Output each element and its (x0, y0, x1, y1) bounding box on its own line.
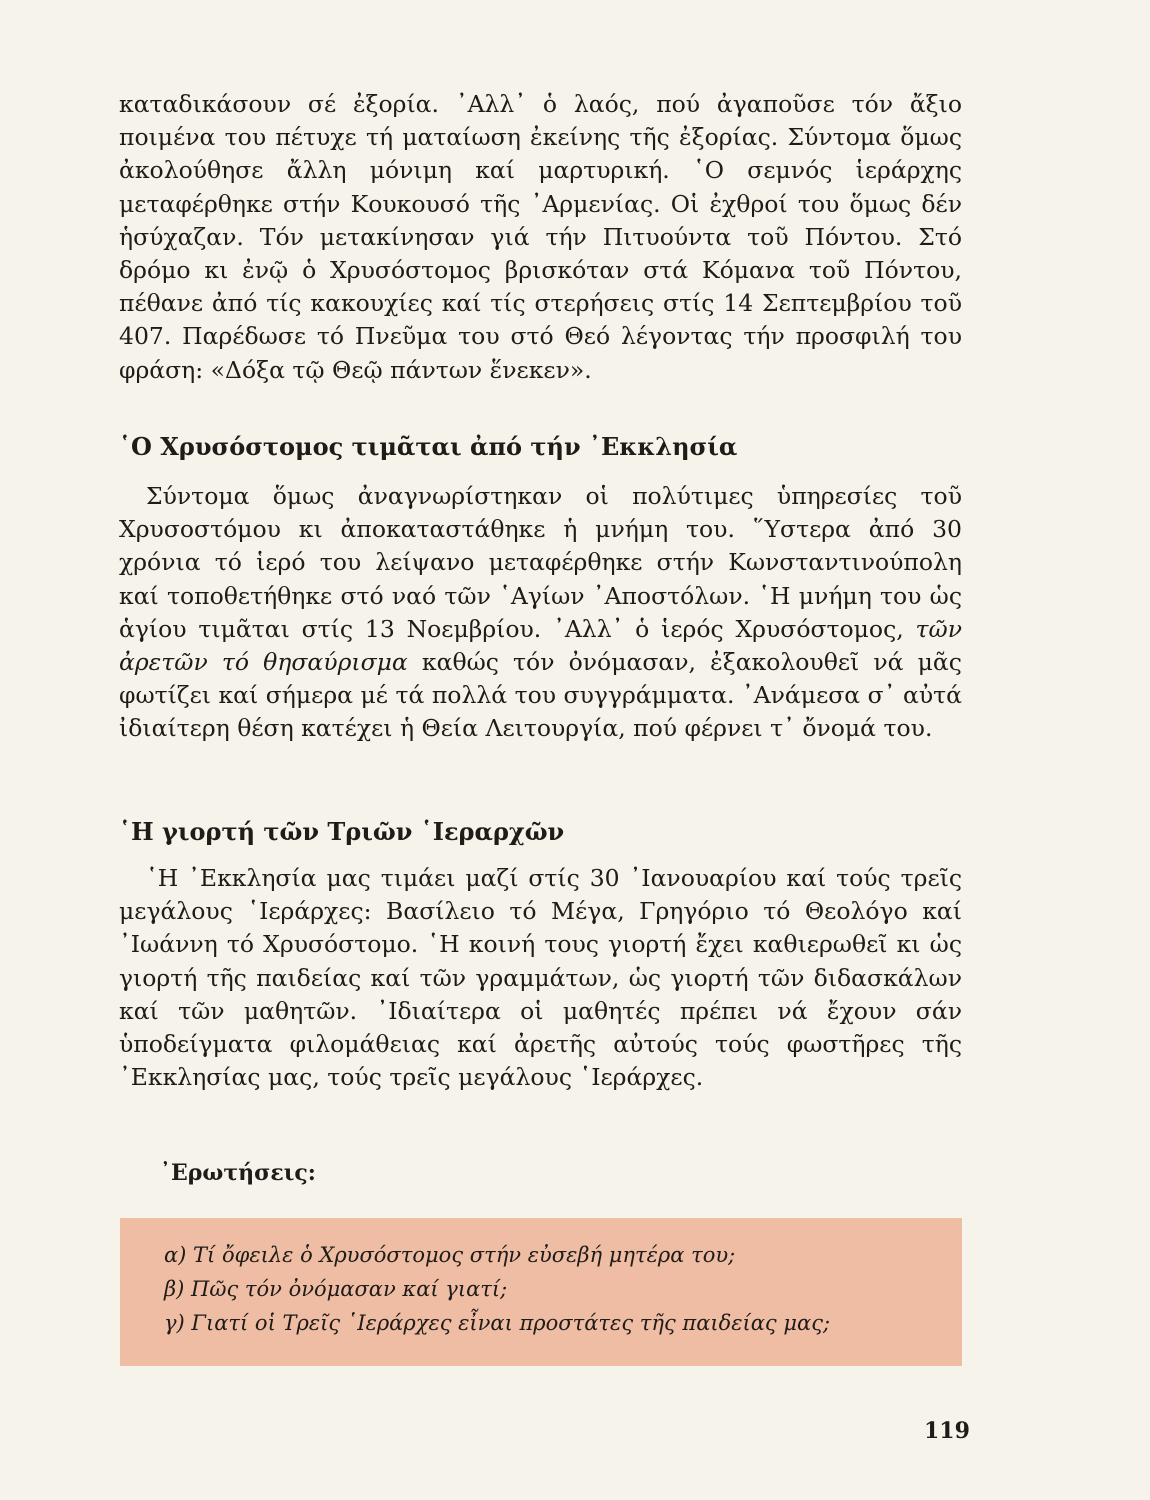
question-item: α) Τί ὄφειλε ὁ Χρυσόστομος στήν εὐσεβή μητέρα του; (164, 1243, 736, 1267)
questions-box (120, 1218, 962, 1366)
paragraph-honored (119, 480, 962, 746)
paragraph-honored-part2: καθώς τόν ὀνόμασαν, ἐξακολουθεῖ νά μᾶς φωτίζει καί σήμερα μέ τά πολλά του συγγράμματα. ᾿Ανάμεσα σ᾿ αὐτά ἰδιαίτερη θέση κατέχει ἡ Θεία Λειτουργία, πού φέρνει τ᾿ ὄνομά του. (119, 648, 962, 743)
question-item: γ) Γιατί οἱ Τρεῖς ῾Ιεράρχες εἶναι προστάτες τῆς παιδείας μας; (164, 1311, 831, 1335)
questions-title: ᾿Ερωτήσεις: (160, 1160, 316, 1186)
paragraph-honored-italic: τῶν ἀρετῶν τό θησαύρισμα (119, 614, 962, 677)
paragraph-exile: καταδικάσουν σέ ἐξορία. ᾿Αλλ᾿ ὁ λαός, πού ἀγαποῦσε τόν ἄξιο ποιμένα του πέτυχε τή ματαίωση ἐκείνης τῆς ἐξορίας. Σύντομα ὅμως ἀκολούθησε ἄλλη μόνιμη καί μαρτυρική. ῾Ο σεμνός ἱεράρχης μεταφέρθηκε στήν Κουκουσό τῆς ᾿Αρμενίας. Οἱ ἐχθροί του ὅμως δέν ἡσύχαζαν. Τόν μετακίνησαν γιά τήν Πιτυούντα τοῦ Πόντου. Στό δρόμο κι ἐνῷ ὁ Χρυσόστομος βρισκόταν στά Κόμανα τοῦ Πόντου, πέθανε ἀπό τίς κακουχίες καί τίς στερήσεις στίς 14 Σεπτεμβρίου τοῦ 407. Παρέδωσε τό Πνεῦμα του στό Θεό λέγοντας τήν προσφιλή του φράση: «Δόξα τῷ Θεῷ πάντων ἕνεκεν». (119, 90, 962, 384)
page-number: 119 (924, 1418, 970, 1444)
question-item: β) Πῶς τόν ὀνόμασαν καί γιατί; (164, 1277, 508, 1301)
section-heading-honored: ῾Ο Χρυσόστομος τιμᾶται ἀπό τήν ᾿Εκκλησία (119, 432, 738, 461)
paragraph-honored-part1: Σύντομα ὅμως ἀναγνωρίστηκαν οἱ πολύτιμες ὑπηρεσίες τοῦ Χρυσοστόμου κι ἀποκαταστάθηκε ἡ μνήμη του. ῞Υστερα ἀπό 30 χρόνια τό ἱερό του λείψανο μεταφέρθηκε στήν Κωνσταντινούπολη καί τοποθετήθηκε στό ναό τῶν ῾Αγίων ᾿Αποστόλων. ῾Η μνήμη του ὡς ἁγίου τιμᾶται στίς 13 Νοεμβρίου. ᾿Αλλ᾿ ὁ ἱερός Χρυσόστομος, (119, 482, 962, 643)
section-heading-three-hierarchs: ῾Η γιορτή τῶν Τριῶν ῾Ιεραρχῶν (119, 817, 565, 846)
paragraph-three-hierarchs: ῾Η ᾿Εκκλησία μας τιμάει μαζί στίς 30 ᾿Ιανουαρίου καί τούς τρεῖς μεγάλους ῾Ιεράρχες: Βασίλειο τό Μέγα, Γρηγόριο τό Θεολόγο καί ᾿Ιωάννη τό Χρυσόστομο. ῾Η κοινή τους γιορτή ἔχει καθιερωθεῖ κι ὡς γιορτή τῆς παιδείας καί τῶν γραμμάτων, ὡς γιορτή τῶν διδασκάλων καί τῶν μαθητῶν. ᾿Ιδιαίτερα οἱ μαθητές πρέπει νά ἔχουν σάν ὑποδείγματα φιλομάθειας καί ἀρετῆς αὐτούς τούς φωστῆρες τῆς ᾿Εκκλησίας μας, τούς τρεῖς μεγάλους ῾Ιεράρχες. (119, 864, 962, 1092)
